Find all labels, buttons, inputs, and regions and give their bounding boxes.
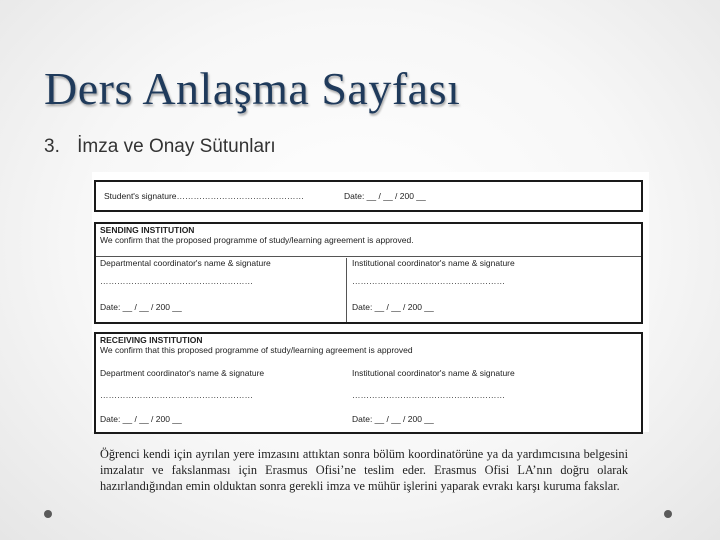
receiving-dept-date: Date: __ / __ / 200 __ (100, 414, 182, 424)
signature-form-image (92, 172, 649, 432)
sending-dept-date: Date: __ / __ / 200 __ (100, 302, 182, 312)
receiving-institution-box (94, 332, 643, 434)
receiving-inst-dots: ……………………………………………… (352, 390, 505, 400)
student-date: Date: __ / __ / 200 __ (344, 191, 426, 201)
bullet-dot-icon (44, 510, 52, 518)
sending-inst-dots: ……………………………………………… (352, 276, 505, 286)
student-signature-label: Student's signature……………………………………… (104, 191, 305, 201)
column-divider (346, 258, 347, 322)
receiving-inst-date: Date: __ / __ / 200 __ (352, 414, 434, 424)
subtitle-number: 3. (44, 136, 60, 157)
slide-subtitle (44, 136, 276, 158)
sending-dept-dots: ……………………………………………… (100, 276, 253, 286)
student-signature-box (94, 180, 643, 212)
sending-inst-date: Date: __ / __ / 200 __ (352, 302, 434, 312)
sending-confirm-text: We confirm that the proposed programme of study/learning agreement is approved. (100, 235, 414, 245)
divider (96, 256, 641, 257)
receiving-confirm-text: We confirm that this proposed programme of study/learning agreement is approved (100, 345, 413, 355)
sending-inst-label: Institutional coordinator's name & signature (352, 258, 515, 268)
sending-dept-label: Departmental coordinator's name & signature (100, 258, 271, 268)
receiving-inst-label: Institutional coordinator's name & signature (352, 368, 515, 378)
receiving-dept-dots: ……………………………………………… (100, 390, 253, 400)
receiving-dept-label: Department coordinator's name & signature (100, 368, 265, 378)
sending-institution-box (94, 222, 643, 324)
slide-title: Ders Anlaşma Sayfası (44, 63, 461, 114)
subtitle-text: İmza ve Onay Sütunları (77, 136, 276, 157)
instruction-paragraph: Öğrenci kendi için ayrılan yere imzasını attıktan sonra bölüm koordinatörüne ya da yardımcısına belgesini imzalatır ve fakslanması için Erasmus Ofisi’ne teslim eder. Erasmus Ofisi LA’nın doğru olarak hazırlandığından emin olduktan sonra gerekli imza ve mühür işlerini yaparak evrakı karşı kuruma fakslar. (100, 447, 628, 493)
receiving-heading: RECEIVING INSTITUTION (100, 335, 203, 345)
bullet-dot-icon (664, 510, 672, 518)
sending-heading: SENDING INSTITUTION (100, 225, 195, 235)
